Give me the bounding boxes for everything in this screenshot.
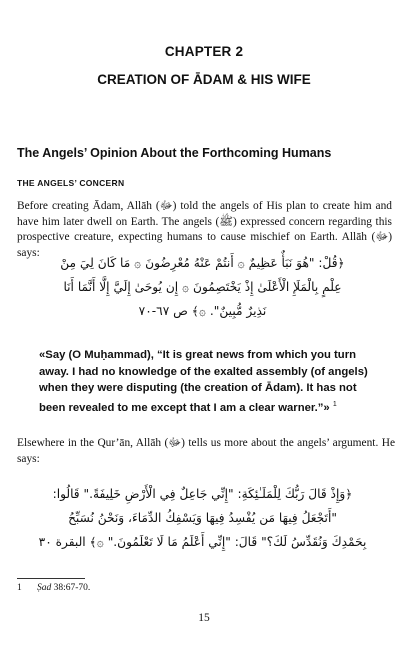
footnote-marker: 1	[332, 400, 337, 408]
arabic-line: بِحَمْدِكَ وَنُقَدِّسُ لَكَ؟" قَالَ: "إِنِّي أَعْلَمُ مَا لَا تَعْلَمُونَ." ۞﴾ البقرة ٣٠	[38, 535, 367, 549]
subsection-heading: THE ANGELS’ CONCERN	[17, 178, 125, 188]
intro-paragraph: Before creating Ādam, Allāh (ﷻ) told the angels of His plan to create him and have him later dwell on Earth. The angels (ﷺ) expressed concern regarding this prospective creature, expecting humans to cause mischief on Earth. Allāh (ﷻ) says:	[17, 200, 393, 259]
arabic-line: نَذِيرٌ مُّبِينٌ". ۞﴾ ص ٦٧-٧٠	[138, 304, 267, 318]
arabic-line: ﴿قُلْ: "هُوَ نَبَأٌ عَظِيمٌ ۞ أَنتُمْ عَنْهُ مُعْرِضُونَ ۞ مَا كَانَ لِيَ مِنْ	[60, 256, 345, 270]
footnote-reference: 38:67-70.	[53, 583, 91, 593]
arabic-line: ﴿وَإِذْ قَالَ رَبُّكَ لِلْمَلَـٰئِكَةِ: "إِنِّي جَاعِلٌ فِي الْأَرْضِ خَلِيفَةً." قَالُوا:	[52, 487, 353, 501]
arabic-line: عِلْمٍ بِالْمَلَإِ الْأَعْلَىٰ إِذْ يَخْتَصِمُونَ ۞ إِن يُوحَىٰ إِلَيَّ إِلَّا أَنَّمَا أَنَا	[63, 280, 342, 294]
footnote	[17, 583, 90, 593]
arabic-line: "أَتَجْعَلُ فِيهَا مَن يُفْسِدُ فِيهَا وَيَسْفِكُ الدِّمَاءَ، وَنَحْنُ نُسَبِّحُ	[68, 511, 337, 525]
second-paragraph: Elsewhere in the Qur’ān, Allāh (ﷻ) tells us more about the angels’ argument. He says:	[17, 437, 396, 465]
page-number: 15	[198, 612, 210, 624]
footnote-number: 1	[17, 583, 22, 593]
quran-verse-baqarah	[20, 482, 385, 554]
section-heading: The Angels’ Opinion About the Forthcoming Humans	[17, 146, 332, 160]
footnote-divider	[17, 578, 85, 579]
chapter-label: CHAPTER 2	[164, 44, 244, 59]
footnote-source: Ṣad	[37, 583, 52, 593]
verse-translation	[39, 347, 369, 416]
chapter-title: CREATION OF ĀDAM & HIS WIFE	[97, 72, 311, 87]
translation-text: «Say (O Muḥammad), “It is great news from which you turn away. I had no knowledge of the exalted assembly (of angels) when they were disputing (the creation of Ādam). It has not been revealed to me except that I am a clear warner.”»	[39, 349, 368, 414]
quran-verse-sad	[20, 251, 385, 323]
